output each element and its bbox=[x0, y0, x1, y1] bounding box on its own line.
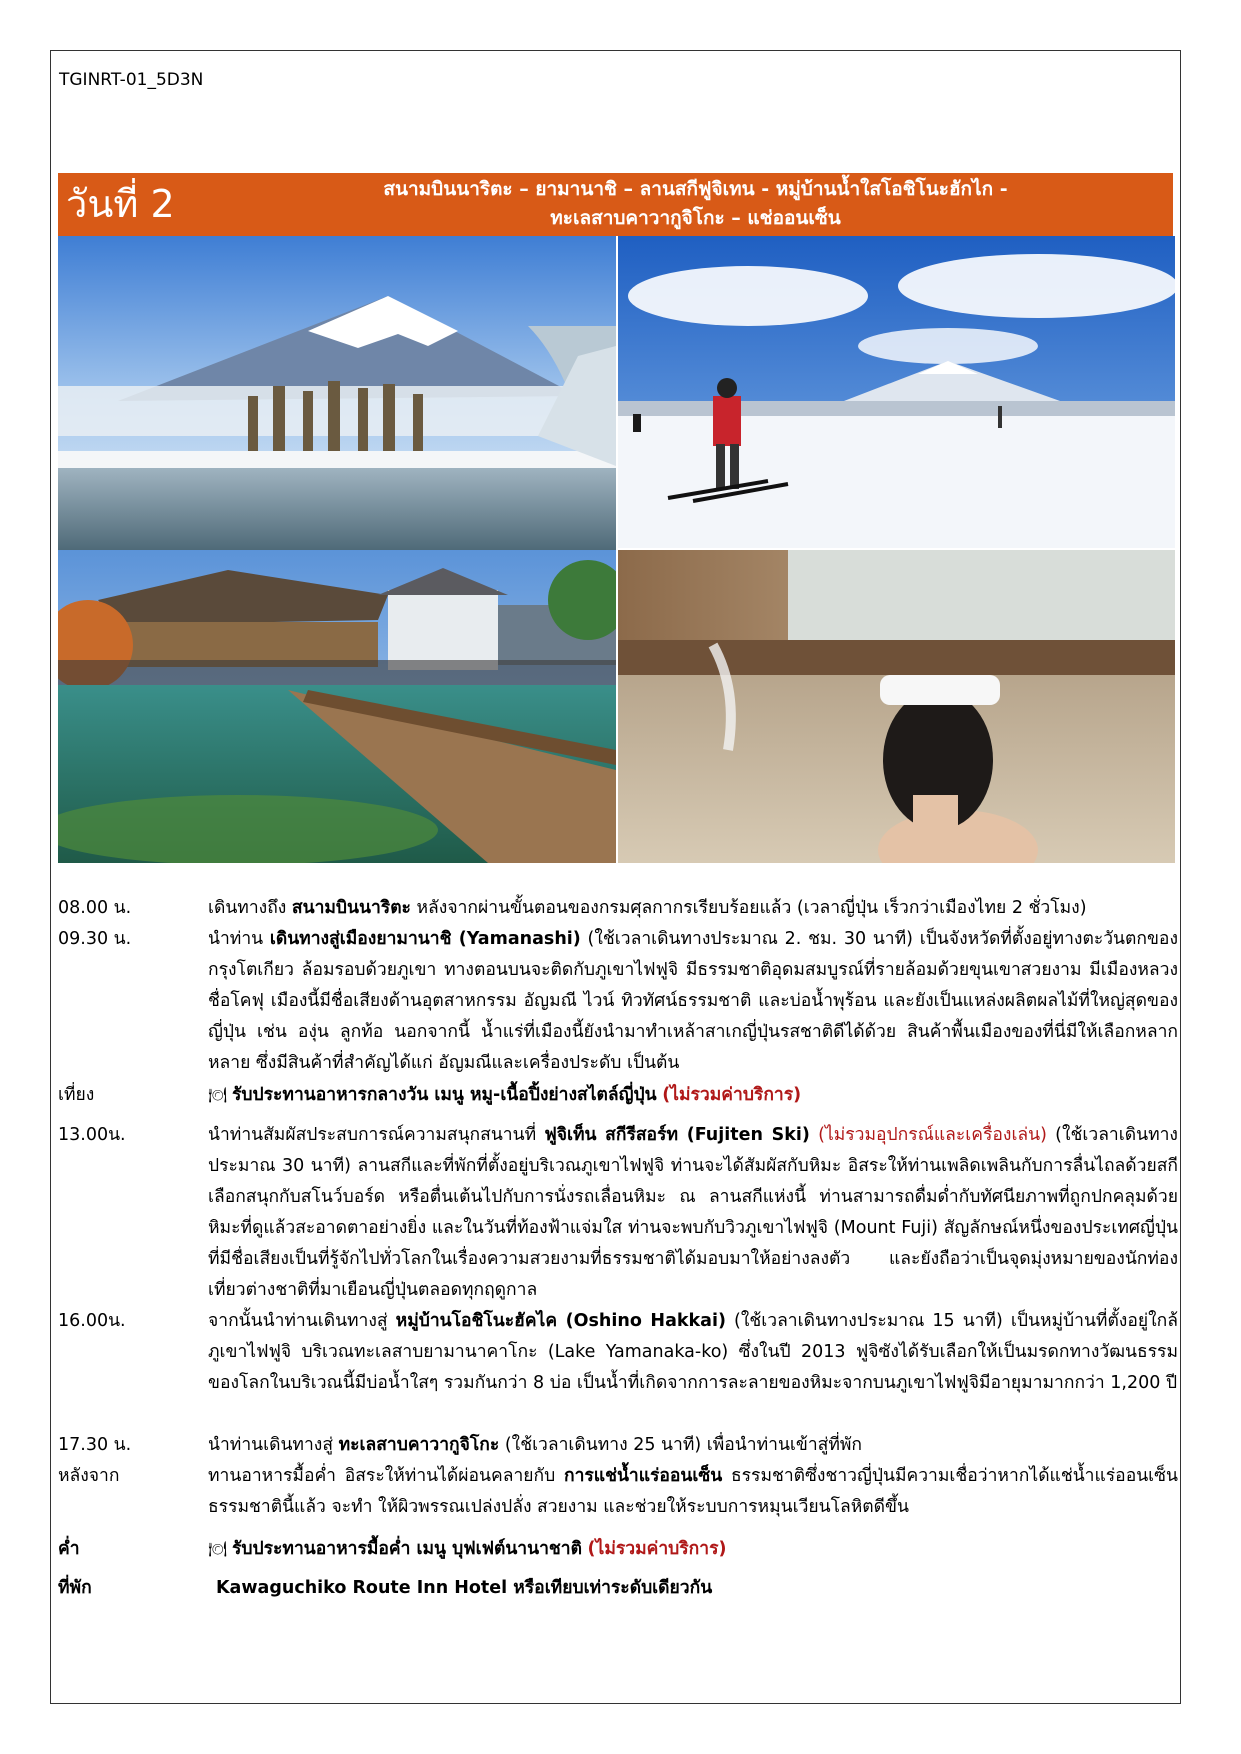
row-text: 🍽 รับประทานอาหารมื้อค่ำ เมนู บุฟเฟต์นานาชาติ (ไม่รวมค่าบริการ) bbox=[208, 1534, 1178, 1565]
row-text: ทานอาหารมื้อค่ำ อิสระให้ท่านได้ผ่อนคลายกับ การแช่น้ำแร่ออนเซ็น ธรรมชาติซึ่งชาวญี่ปุ่นมีความเชื่อว่าหากได้แช่น้ำแร่ออนเซ็นธรรมชาตินี้แล้ว จะทำ ให้ผิวพรรณเปล่งปลั่ง สวยงาม และช่วยให้ระบบการหมุนเวียนโลหิตดีขึ้น bbox=[208, 1466, 1178, 1517]
document-code: TGINRT-01_5D3N bbox=[59, 70, 204, 90]
row-time: ค่ำ bbox=[58, 1539, 80, 1559]
schedule-row-1600 bbox=[58, 1306, 1178, 1430]
onsen-photo bbox=[618, 550, 1175, 863]
day-banner bbox=[58, 173, 1173, 236]
row-text: นำท่านเดินทางสู่ ทะเลสาบคาวากูจิโกะ (ใช้เวลาเดินทาง 25 นาที) เพื่อนำท่านเข้าสู่ที่พัก bbox=[208, 1435, 863, 1455]
row-time: ที่พัก bbox=[58, 1578, 92, 1598]
schedule-row-1300 bbox=[58, 1120, 1178, 1306]
price-note: (ไม่รวมค่าบริการ) bbox=[662, 1085, 802, 1105]
schedule-row-dinner bbox=[58, 1534, 1178, 1565]
day-route bbox=[258, 175, 1133, 233]
route-line-2: ทะเลสาบคาวากูจิโกะ – แช่ออนเซ็น bbox=[550, 207, 841, 229]
schedule-row-0800 bbox=[58, 893, 1178, 924]
day-title: วันที่ 2 bbox=[66, 182, 175, 226]
route-line-1: สนามบินนาริตะ – ยามานาชิ – ลานสกีฟูจิเทน - หมู่บ้านน้ำใสโอชิโนะฮักไก - bbox=[383, 178, 1008, 200]
row-text: นำท่านสัมผัสประสบการณ์ความสนุกสนานที่ ฟูจิเท็น สกีรีสอร์ท (Fujiten Ski) (ไม่รวมอุปกรณ์และเครื่องเล่น) (ใช้เวลาเดินทางประมาณ 30 นาที) ลานสกีและที่พักที่ตั้งอยู่บริเวณภูเขาไฟฟูจิ ท่านจะได้สัมผัสกับหิมะ อิสระให้ท่านเพลิดเพลินกับการลื่นไถลด้วยสกี เลือกสนุกกับสโนว์บอร์ด หรือตื่นเต้นไปกับการนั่งรถเลื่อนหิมะ ณ ลานสกีแห่งนี้ ท่านสามารถดื่มด่ำกับทัศนียภาพที่ถูกปกคลุมด้วยหิมะที่ดูแล้วสะอาดตาอย่างยิ่ง และในวันที่ท้องฟ้าแจ่มใส ท่านจะพบกับวิวภูเขาไฟฟูจิ (Mount Fuji) สัญลักษณ์หนึ่งของประเทศญี่ปุ่น ที่มีชื่อเสียงเป็นที่รู้จักไปทั่วโลกในเรื่องความสวยงามที่ธรรมชาติได้มอบมาให้อย่างลงตัว และยังถือว่าเป็นจุดมุ่งหมายของนักท่องเที่ยวต่างชาติที่มาเยือนญี่ปุ่นตลอดทุกฤดูกาล bbox=[208, 1125, 1178, 1300]
oshino-hakkai-photo bbox=[58, 550, 616, 863]
meal-icon: 🍽 bbox=[208, 1086, 228, 1104]
meal-icon: 🍽 bbox=[208, 1540, 228, 1558]
row-time: 13.00น. bbox=[58, 1125, 126, 1145]
row-text: จากนั้นนำท่านเดินทางสู่ หมู่บ้านโอชิโนะฮัคไค (Oshino Hakkai) (ใช้เวลาเดินทางประมาณ 15 นาที) เป็นหมู่บ้านที่ตั้งอยู่ใกล้ภูเขาไฟฟูจิ บริเวณทะเลสาบยามานาคาโกะ (Lake Yamanaka-ko) ซึ่งในปี 2013 ฟูจิซังได้รับเลือกให้เป็นมรดกทางวัฒนธรรมของโลกในบริเวณนี้มีบ่อน้ำใสๆ รวมกันกว่า 8 บ่อ เป็นน้ำที่เกิดจากการละลายของหิมะจากบนภูเขาไฟฟูจิมีอายุมามากกว่า 1,200 ปี bbox=[208, 1311, 1178, 1393]
row-text: เดินทางถึง สนามบินนาริตะ หลังจากผ่านขั้นตอนของกรมศุลกากรเรียบร้อยแล้ว (เวลาญี่ปุ่น เร็วกว่าเมืองไทย 2 ชั่วโมง) bbox=[208, 898, 1087, 918]
row-time: 08.00 น. bbox=[58, 898, 132, 918]
row-time: 16.00น. bbox=[58, 1311, 126, 1331]
mount-fuji-lake-photo bbox=[58, 236, 616, 550]
hotel-name: Kawaguchiko Route Inn Hotel หรือเทียบเท่าระดับเดียวกัน bbox=[216, 1578, 713, 1598]
row-time: 09.30 น. bbox=[58, 929, 132, 949]
schedule-row-lunch bbox=[58, 1080, 1178, 1111]
schedule-row-0930 bbox=[58, 924, 1178, 1079]
row-time: 17.30 น. bbox=[58, 1435, 132, 1455]
schedule-row-hotel bbox=[58, 1573, 1178, 1604]
ski-slope-photo bbox=[618, 236, 1175, 548]
schedule-row-after bbox=[58, 1461, 1178, 1523]
row-time: เที่ยง bbox=[58, 1085, 95, 1105]
row-text: นำท่าน เดินทางสู่เมืองยามานาชิ (Yamanashi) (ใช้เวลาเดินทางประมาณ 2. ชม. 30 นาที) เป็นจังหวัดที่ตั้งอยู่ทางตะวันตกของกรุงโตเกียว ล้อมรอบด้วยภูเขา ทางตอนบนจะติดกับภูเขาไฟฟูจิ มีธรรมชาติอุดมสมบูรณ์ที่รายล้อมด้วยขุนเขาสวยงาม มีเมืองหลวงชื่อโคฟุ เมืองนี้มีชื่อเสียงด้านอุตสาหกรรม อัญมณี ไวน์ ทิวทัศน์ธรรมชาติ และบ่อน้ำพุร้อน และยังเป็นแหล่งผลิตผลไม้ที่ใหญ่สุดของญี่ปุ่น เช่น องุ่น ลูกท้อ นอกจากนี้ น้ำแร่ที่เมืองนี้ยังนำมาทำเหล้าสาเกญี่ปุ่นรสชาติดีได้ด้วย สินค้าพื้นเมืองของที่นี่มีให้เลือกหลากหลาย ซึ่งมีสินค้าที่สำคัญได้แก่ อัญมณีและเครื่องประดับ เป็นต้น bbox=[208, 929, 1178, 1073]
row-text bbox=[216, 1573, 1178, 1604]
row-text: 🍽 รับประทานอาหารกลางวัน เมนู หมู-เนื้อปิ้งย่างสไตล์ญี่ปุ่น (ไม่รวมค่าบริการ) bbox=[208, 1080, 1178, 1111]
schedule-row-1730 bbox=[58, 1430, 1178, 1461]
price-note: (ไม่รวมค่าบริการ) bbox=[587, 1539, 727, 1559]
row-time: หลังจาก bbox=[58, 1466, 120, 1486]
